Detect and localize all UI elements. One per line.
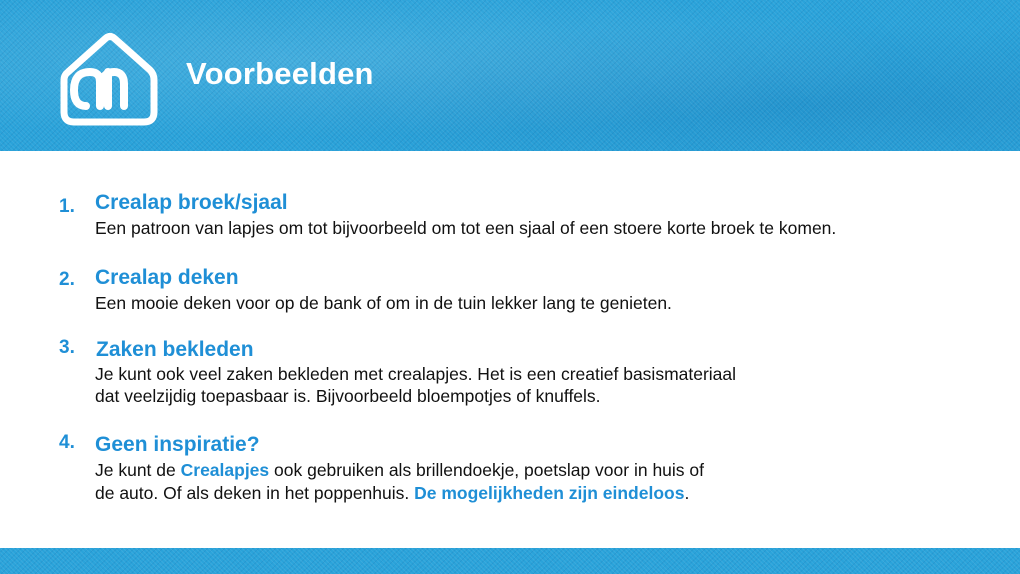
item-heading: Crealap broek/sjaal xyxy=(95,191,288,214)
highlight-text: Crealapjes xyxy=(180,460,270,480)
item-description-line: Je kunt ook veel zaken bekleden met crealapjes. Het is een creatief basismateriaal xyxy=(95,364,737,384)
item-number: 2. xyxy=(59,269,75,290)
item-description-line xyxy=(95,482,689,504)
item-number: 3. xyxy=(59,337,75,358)
ah-logo-icon xyxy=(56,28,160,132)
page-title: Voorbeelden xyxy=(186,56,374,91)
text-segment: . xyxy=(684,483,690,503)
item-number: 1. xyxy=(59,196,75,217)
item-heading: Zaken bekleden xyxy=(96,338,254,361)
item-description-line: dat veelzijdig toepasbaar is. Bijvoorbeeld bloempotjes of knuffels. xyxy=(95,386,601,406)
highlight-text: De mogelijkheden zijn eindeloos xyxy=(414,483,685,503)
item-description: Een mooie deken voor op de bank of om in de tuin lekker lang te genieten. xyxy=(95,293,672,313)
footer-strip xyxy=(0,548,1020,574)
item-description-line xyxy=(95,459,704,481)
item-description: Een patroon van lapjes om tot bijvoorbeeld om tot een sjaal of een stoere korte broek te komen. xyxy=(95,218,837,238)
item-heading: Geen inspiratie? xyxy=(95,433,260,456)
text-segment: Je kunt de xyxy=(95,460,181,480)
item-number: 4. xyxy=(59,432,75,453)
text-segment: de auto. Of als deken in het poppenhuis. xyxy=(95,483,415,503)
text-segment: ook gebruiken als brillendoekje, poetslap voor in huis of xyxy=(269,460,705,480)
item-heading: Crealap deken xyxy=(95,266,239,289)
